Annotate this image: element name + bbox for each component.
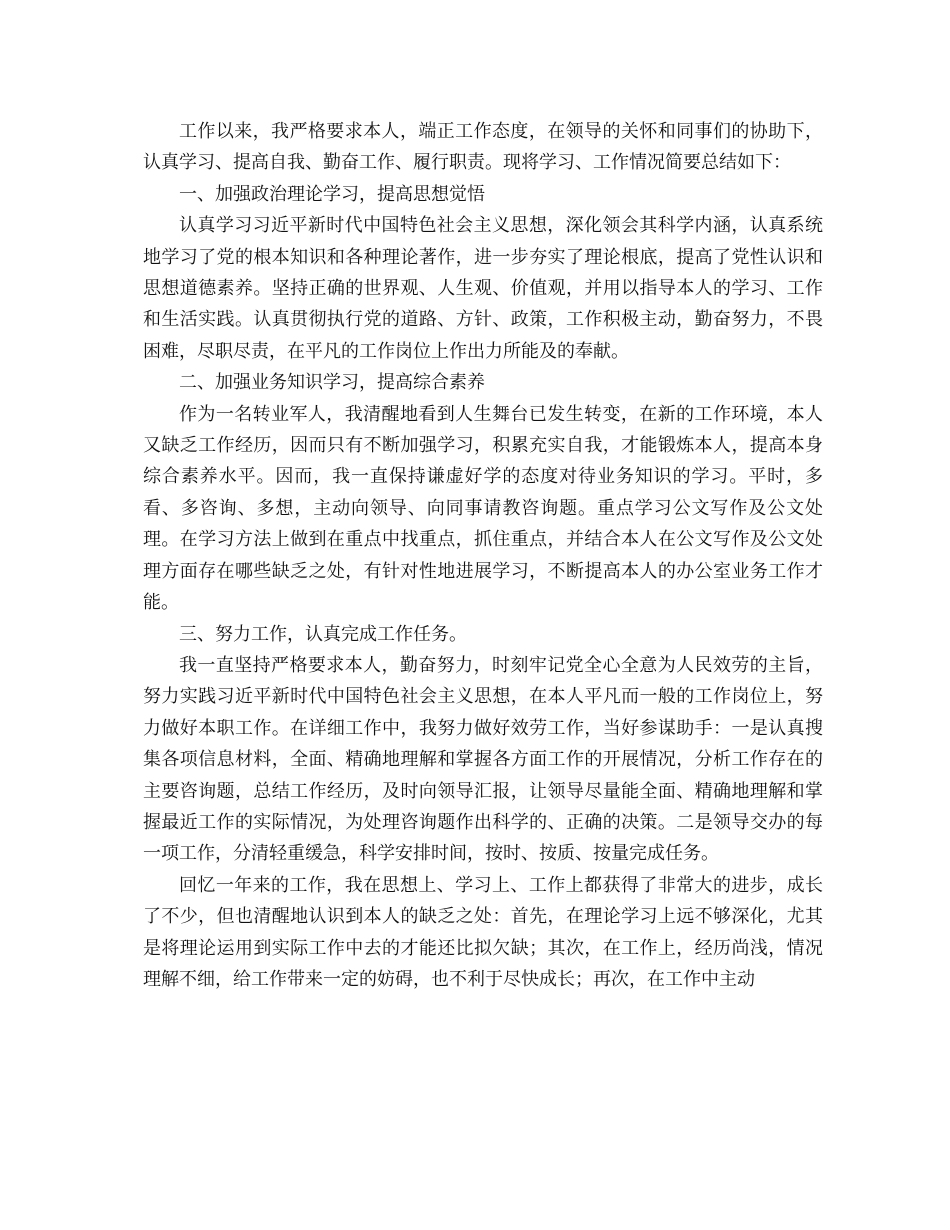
document-body bbox=[143, 116, 823, 995]
section-3-paragraph: 我一直坚持严格要求本人，勤奋努力，时刻牢记党全心全意为人民效劳的主旨，努力实践习近平新时代中国特色社会主义思想，在本人平凡而一般的工作岗位上，努力做好本职工作。在详细工作中，我努力做好效劳工作，当好参谋助手：一是认真搜集各项信息材料，全面、精确地理解和掌握各方面工作的开展情况，分析工作存在的主要咨询题，总结工作经历，及时向领导汇报，让领导尽量能全面、精确地理解和掌握最近工作的实际情况，为处理咨询题作出科学的、正确的决策。二是领导交办的每一项工作，分清轻重缓急，科学安排时间，按时、按质、按量完成任务。 bbox=[143, 654, 823, 865]
section-heading-1: 一、加强政治理论学习，提高思想觉悟 bbox=[179, 183, 485, 205]
section-heading-3: 三、努力工作，认真完成工作任务。 bbox=[179, 623, 467, 645]
section-2-paragraph: 作为一名转业军人，我清醒地看到人生舞台已发生转变，在新的工作环境，本人又缺乏工作经历，因而只有不断加强学习，积累充实自我，才能锻炼本人，提高本身综合素养水平。因而，我一直保持谦虚好学的态度对待业务知识的学习。平时，多看、多咨询、多想，主动向领导、向同事请教咨询题。重点学习公文写作及公文处理。在学习方法上做到在重点中找重点，抓住重点，并结合本人在公文写作及公文处理方面存在哪些缺乏之处，有针对性地进展学习，不断提高本人的办公室业务工作才能。 bbox=[143, 403, 823, 614]
intro-paragraph: 工作以来，我严格要求本人，端正工作态度，在领导的关怀和同事们的协助下，认真学习、提高自我、勤奋工作、履行职责。现将学习、工作情况简要总结如下： bbox=[143, 121, 823, 174]
section-1-paragraph: 认真学习习近平新时代中国特色社会主义思想，深化领会其科学内涵，认真系统地学习了党的根本知识和各种理论著作，进一步夯实了理论根底，提高了党性认识和思想道德素养。坚持正确的世界观、人生观、价值观，并用以指导本人的学习、工作和生活实践。认真贯彻执行党的道路、方针、政策，工作积极主动，勤奋努力，不畏困难，尽职尽责，在平凡的工作岗位上作出力所能及的奉献。 bbox=[143, 215, 823, 362]
review-paragraph: 回忆一年来的工作，我在思想上、学习上、工作上都获得了非常大的进步，成长了不少，但也清醒地认识到本人的缺乏之处：首先，在理论学习上远不够深化，尤其是将理论运用到实际工作中去的才能还比拟欠缺；其次，在工作上，经历尚浅，情况理解不细，给工作带来一定的妨碍，也不利于尽快成长；再次，在工作中主动 bbox=[143, 874, 823, 990]
section-heading-2: 二、加强业务知识学习，提高综合素养 bbox=[179, 372, 485, 394]
